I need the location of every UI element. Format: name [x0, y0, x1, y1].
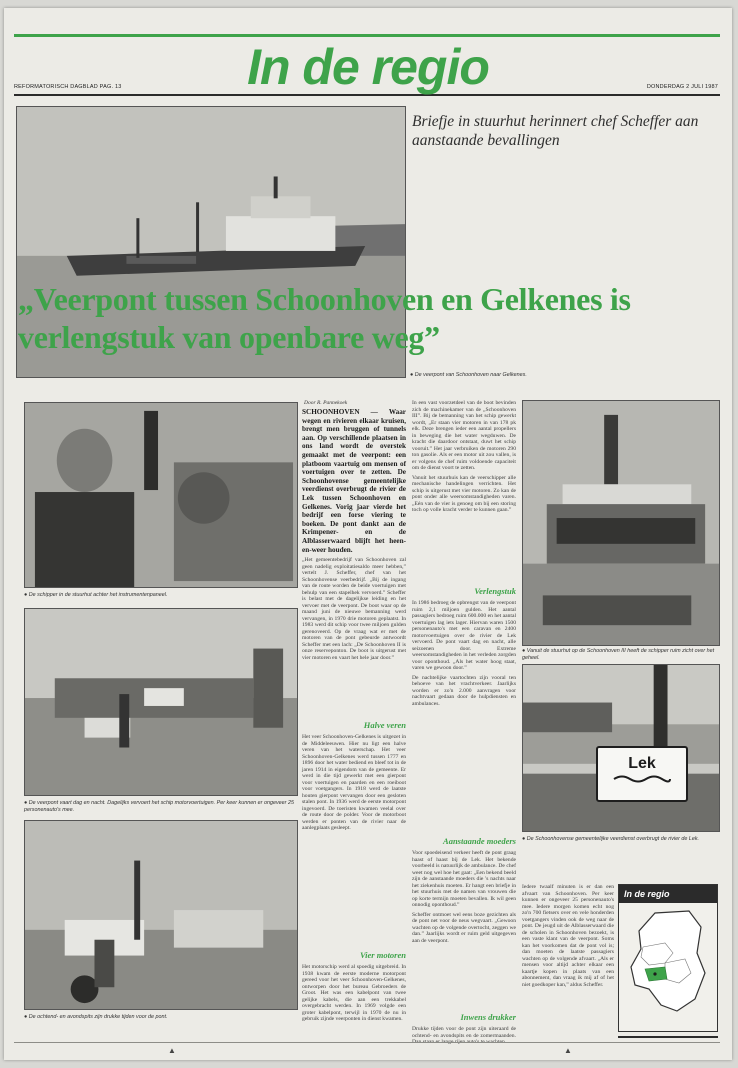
lede: SCHOONHOVEN — Waar wegen en rivieren elkaar kruisen, brengt men bruggen of tunnels aan. Op verschillende plaatsen in ons land wordt de overstek gemaakt met de veerpont: een platboom vaartuig om mensen of voertuigen over te zetten. De Schoonhovense gemeentelijke veerdienst overbrugt de rivier de Lek tussen Schoonhoven en Gelkenes. Vorig jaar vierde het bedrijf een forse viering te boeken. De pont dankt aan de Krimpener- en de Alblasserwaard blijft het heen-en-weer houden.: [302, 408, 406, 554]
paper-name: REFORMATORISCH DAGBLAD PAG. 13: [14, 84, 122, 90]
photo-skipper: [24, 402, 298, 588]
netherlands-map-icon: [625, 907, 711, 1017]
photo-crowd: [24, 820, 298, 1010]
paragraph: Vanuit het stuurhuis kan de veerschipper alle mechanische handelingen verrichten. Het schip is uitgerust met vier motoren. Zo kan de pont onder alle weersomstandigheden varen. „Eén van de vier is genoeg om bij een storing toch op volle kracht verder te kunnen gaan.”: [412, 474, 516, 513]
caption-main: ● De veerpont van Schoonhoven naar Gelkenes.: [410, 372, 527, 378]
infobox-title: In de regio: [619, 885, 717, 903]
photo-wheelhouse: [522, 400, 720, 646]
wave-icon: [612, 774, 672, 784]
paragraph: De nachtelijke vaartochten zijn vooral ten behoeve van het vrachtverkeer. Jaarlijks worden er zo'n 2.000 aanvragen voor nachtvaart gedaan door de hulpdiensten en ambulances.: [412, 674, 516, 707]
article-column-1: [302, 408, 406, 704]
masthead: In de regio: [247, 39, 489, 95]
region-infobox: [618, 884, 718, 1032]
paragraph: Drukke tijden voor de pont zijn uiteraard de ochtend- en avondspits en de zomermaanden.: [412, 1026, 516, 1039]
article-column-2: [412, 400, 516, 564]
paragraph: Het motorschip werd al spoedig uitgebreid. In 1938 kwam de eerste moderne motorpont gereed voor het veer Schoonhoven-Gelkenes, ontworpen door het bureau Gebroeders de Groot. Het was een kabelpont van twee gelijke kabels, die aan een trekkabel overgebracht werden. In 1969 volgde een groter kabelpont, terwijl in 1970 de nu in gebruik zijnde veerponten in dienst kwamen.: [302, 964, 406, 1022]
fold-mark: ▲: [564, 1046, 572, 1055]
issue-date: DONDERDAG 2 JULI 1987: [646, 84, 718, 90]
newspaper-page: [4, 8, 732, 1060]
article-column-2c: [412, 850, 516, 1010]
caption-skipper: ● De schipper in de stuurhut achter het instrumentenpaneel.: [24, 592, 168, 598]
caption-sign: ● De Schoonhovense gemeentelijke veerdienst overbrugt de rivier de Lek.: [522, 836, 700, 842]
article-column-2b: [412, 600, 516, 824]
bottom-rule: [14, 1042, 720, 1043]
article-column-3: [522, 884, 614, 1040]
kicker: Briefje in stuurhut herinnert chef Scheffer aan aanstaande bevallingen: [412, 113, 699, 149]
article-column-2d: [412, 1026, 516, 1040]
caption-crowd: ● De ochtend- en avondspits zijn drukke tijden voor de pont.: [24, 1014, 168, 1020]
subhead-vier-motoren: Vier motoren: [359, 950, 406, 960]
fold-mark: ▲: [168, 1046, 176, 1055]
headline: „Veerpont tussen Schoonhoven en Gelkenes is verlengstuk van openbare weg”: [18, 281, 631, 355]
paragraph: Voor spoedeisend verkeer heeft de pont graag haast of haast bij de Lek. Het bekende voorbeeld is natuurlijk de ambulance. De chef weet nog wel hoe het gaat: „Een bekend beeld zijn de aanstaande moeders die 's nachts naar het ziekenhuis moeten. Er hangt een briefje in het stuurhuis met de namen van vrouwen die op korte termijn moeten bevallen. Ik wil geen onnodig oponthoud.”: [412, 850, 516, 908]
article-column-1b: [302, 734, 406, 952]
paragraph: Scheffer ontmoet wel eens boze gezichten als de pont net voor de neus wegvaart. „Gewoon wachten op de volgende overtocht, zeggen we dan.” Jaarlijks wordt er ruim geld uitgegeven aan de veerpont.: [412, 911, 516, 944]
box-rule: [618, 1036, 718, 1038]
paragraph: Het veer Schoonhoven-Gelkenes is uitgezet in de Middeleeuwen. Hier nu ligt een halve veren van het waterschap. Het veer Schoonhoven-Gelkenes werd tussen 1777 en 1896 door het water bediend en bleef tot in de jaren 1914 in eigendom van de gemeente. Er werd in die tijd gewerkt met een gierpont voor voertuigen en paarden en een roeiboot voor voetgangers. In 1918 werd de laatste houten gierpont vervangen door een gesloten stalen pont. In 1936 werd de eerste motorpont ingevoerd. De toeristen kwamen veelal over de route door de polder. Voor de motorboot werden er ponten van de rivier naar de aanlegplaats gesleept.: [302, 734, 406, 831]
top-green-rule: [14, 34, 720, 37]
article-column-1c: [302, 964, 406, 1038]
subhead-verlengstuk: Verlengstuk: [474, 586, 516, 596]
paragraph: In 1986 bedroeg de opbrengst van de veerpont ruim 2,1 miljoen gulden. Het aantal passagiers bedroeg ruim 600.000 en het aantal voertuigen lag iets lager. Hiervan waren 1500 personenauto's met een caravan en 2400 motorvoertuigen over de rivier de Lek vervoerd. De pont vaart dag en nacht, alle seizoenen door. Extreme weersomstandigheden in het verleden zorgden voor oponthoud. „Als het water hoog staat, varen we gewoon door.”: [412, 600, 516, 671]
caption-wheelhouse: ● Vanuit de stuurhut op de Schoonhoven III heeft de schipper ruim zicht over het geheel.: [522, 648, 715, 661]
paragraph: „Het gemeentebedrijf van Schoonhoven zal geen nadelig exploitatiesaldo meer hebben,” vertelt J. Scheffer, chef van het Schoonhovense veerbedrijf. „Bij de ingang van de route worden de beide voertuigen met behulp van een stapelhek vervoerd.” Scheffer is belast met de dagelijkse leiding en het vervoer met de veerpont. De boot waar op de maand juni de nieuwe bemanning werd vervangen, in 1970 drie motoren geplaatst. In 1983 werd dit schip voor twee miljoen gulden gerenoveerd. Op de vraag wat er met de motoren van de pont gebeurde antwoordt Scheffer met een lach: „De Schoonhoven II is onze reserveponton. De boot is uitgerust met vier motoren en vaart het hele jaar door.”: [302, 557, 406, 661]
paragraph: In een vast voorzetdeel van de boot bevinden zich de machinekamer van de „Schoonhoven III”. Bij de bemanning van het schip gewerkt wordt, „Er staan vier motoren in van 178 pk elk. Deze brengen ieder een aantal propellers in beweging die het water wegduwen. De kracht die daardoor ontstaat, duwt het schip vooruit.” Het jaar verbruiken de motoren 290 ton gasolie. Als er een motor uit zou vallen, is er volgens de chef ruim voldoende capaciteit om de dienst voort te zetten.: [412, 400, 516, 471]
lek-sign: Lek: [596, 746, 688, 802]
paragraph: Iedere twaalf minuten is er dan een afvaart van Schoonhoven. Per keer kunnen er ongeveer 25 personenauto's mee. Iedere morgen komen echt nog zo'n 700 fietsers over en vele honderden voetgangers vinden ook de weg naar de pont. De jeugd uit de Alblasserwaard die de scholen in Schoonhoven bezoekt, is een vaste klant van de veerpont. Soms kan het voorkomen dat de pont vol is; dan moeten de laatste passagiers wachten op de volgende afvaart. „Als er mensen voor altijd achter elkaar een kaartje kopen in plaats van een abonnement, dan vraag ik mij af of het niet goedkoper kan,” aldus Scheffer.: [522, 884, 614, 988]
subhead-aanstaande-moeders: Aanstaande moeders: [443, 836, 516, 846]
photo-ferry-cars: [24, 608, 298, 796]
caption-ferry-cars: ● De veerpont vaart dag en nacht. Dagelijks vervoert het schip motorvoertuigen. Per keer kunnen er ongeveer 25 personenauto's mee.: [24, 800, 294, 813]
subhead-inwens-drukker: Inwens drukker: [460, 1012, 516, 1022]
byline: Door R. Pannekoek: [304, 400, 348, 406]
subhead-halve-veren: Halve veren: [363, 720, 406, 730]
